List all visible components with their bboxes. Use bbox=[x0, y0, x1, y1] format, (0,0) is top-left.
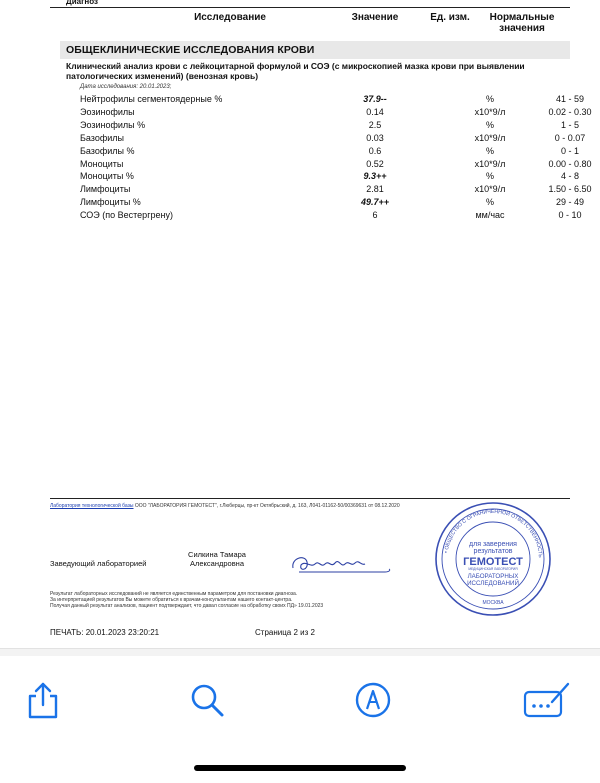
result-normal: 0.02 - 0.30 bbox=[548, 106, 592, 117]
result-unit: % bbox=[485, 119, 494, 130]
stamp-brand-sub: МЕДИЦИНСКАЯ ЛАБОРАТОРИЯ bbox=[468, 567, 518, 571]
result-unit: % bbox=[485, 145, 494, 156]
disclaimer-line-1: Результат лабораторных исследований не является единственным параметром для постановки диагноза. bbox=[50, 591, 298, 597]
result-value: 37.9-- bbox=[363, 94, 387, 104]
table-row bbox=[50, 145, 579, 158]
lab-info bbox=[50, 503, 450, 509]
result-value: 9.3++ bbox=[363, 171, 387, 182]
stamp-brand: ГЕМОТЕСТ bbox=[463, 556, 523, 568]
result-normal: 41 - 59 bbox=[555, 94, 585, 104]
header-normal: Нормальные значения bbox=[489, 12, 555, 34]
table-row bbox=[50, 197, 585, 209]
table-row bbox=[50, 94, 585, 106]
result-normal: 0 - 10 bbox=[558, 210, 582, 221]
diagnosis-label: Диагноз bbox=[66, 0, 98, 6]
result-unit: мм/час bbox=[475, 210, 505, 221]
result-normal: 0 - 1 bbox=[560, 145, 579, 156]
result-normal: 0 - 0.07 bbox=[554, 132, 586, 143]
stamp-text-2: результатов bbox=[473, 548, 513, 555]
disclaimer-line-2: За интерпретацией результатов Вы можете обратиться к врачам-консультантам нашего контакт-центра. bbox=[50, 597, 293, 603]
result-value: 0.52 bbox=[366, 158, 384, 169]
result-normal: 29 - 49 bbox=[555, 197, 585, 208]
result-value: 49.7++ bbox=[360, 197, 390, 208]
result-unit: x10*9/л bbox=[474, 132, 506, 143]
svg-text:• ОБЩЕСТВО С ОГРАНИЧЕННОЙ ОТВЕ: • ОБЩЕСТВО С ОГРАНИЧЕННОЙ ОТВЕТСТВЕННОСТЬ bbox=[443, 509, 544, 558]
share-button[interactable] bbox=[21, 678, 65, 722]
result-value: 0.6 bbox=[368, 145, 382, 156]
lab-stamp bbox=[433, 500, 553, 618]
table-row bbox=[50, 106, 592, 119]
signature-button[interactable] bbox=[522, 678, 566, 722]
search-button[interactable] bbox=[185, 678, 229, 722]
result-normal: 0.00 - 0.80 bbox=[548, 158, 592, 169]
result-name: Эозинофилы bbox=[80, 106, 135, 117]
footer-divider bbox=[50, 498, 570, 499]
lab-info-text: ООО "ЛАБОРАТОРИЯ ГЕМОТЕСТ", г.Люберцы, пр-кт Октябрьский, д. 163, Л041-01162-50/00369631 от 08.12.2020 bbox=[133, 503, 400, 509]
page-number: Страница 2 из 2 bbox=[255, 628, 315, 637]
table-row bbox=[50, 132, 586, 145]
result-normal: 4 - 8 bbox=[560, 171, 579, 182]
share-icon bbox=[21, 678, 65, 722]
header-value: Значение bbox=[351, 12, 399, 23]
header-unit: Ед. изм. bbox=[430, 12, 470, 23]
table-row bbox=[50, 119, 579, 132]
result-normal: 1 - 5 bbox=[560, 119, 579, 130]
result-unit: x10*9/л bbox=[474, 184, 506, 195]
header-test: Исследование bbox=[194, 12, 266, 23]
result-unit: % bbox=[485, 171, 494, 182]
result-unit: % bbox=[485, 197, 494, 208]
study-date: Дата исследования: 20.01.2023; bbox=[80, 84, 172, 90]
diagnosis-row bbox=[50, 0, 570, 8]
result-name: Нейтрофилы сегментоядерные % bbox=[80, 94, 223, 104]
table-row bbox=[50, 184, 592, 196]
markup-pen-icon bbox=[351, 678, 395, 722]
disclaimer-line-3: Получая данный результат анализов, пациент подтверждает, что давал согласие на обработку своих ПД» 19.01.2023 bbox=[50, 603, 324, 609]
result-value: 0.03 bbox=[366, 132, 384, 143]
stamp-text-1: для заверения bbox=[469, 541, 517, 548]
print-timestamp: ПЕЧАТЬ: 20.01.2023 23:20:21 bbox=[50, 628, 160, 637]
table-row bbox=[50, 210, 582, 222]
result-name: Лимфоциты bbox=[80, 184, 131, 195]
head-of-lab-label: Заведующий лабораторией bbox=[50, 559, 147, 568]
result-normal: 1.50 - 6.50 bbox=[548, 184, 592, 195]
svg-text:МОСКВА: МОСКВА bbox=[482, 600, 504, 606]
result-name: Базофилы bbox=[80, 132, 124, 143]
lab-link[interactable]: Лаборатория технологической базы bbox=[50, 503, 134, 509]
home-indicator bbox=[194, 765, 406, 771]
signature-icon bbox=[522, 678, 574, 722]
bottom-toolbar bbox=[0, 656, 600, 783]
result-name: Эозинофилы % bbox=[80, 119, 146, 130]
disclaimer bbox=[50, 591, 450, 609]
result-name: Моноциты bbox=[80, 158, 124, 169]
result-value: 6 bbox=[372, 210, 378, 221]
test-subtitle: Клинический анализ крови с лейкоцитарной формулой и СОЭ (с микроскопией мазка крови при выявлении патологических изменений) (венозная кровь) bbox=[66, 61, 525, 81]
table-row bbox=[50, 158, 592, 171]
section-title: ОБЩЕКЛИНИЧЕСКИЕ ИССЛЕДОВАНИЯ КРОВИ bbox=[66, 44, 315, 56]
stamp-text-3: ЛАБОРАТОРНЫХ bbox=[467, 573, 519, 580]
markup-button[interactable] bbox=[351, 678, 395, 722]
result-value: 0.14 bbox=[366, 106, 384, 117]
result-name: Базофилы % bbox=[80, 145, 135, 156]
search-icon bbox=[185, 678, 229, 722]
result-value: 2.5 bbox=[368, 119, 382, 130]
result-name: Лимфоциты % bbox=[80, 197, 141, 208]
head-of-lab-name: Силкина Тамара Александровна bbox=[188, 550, 246, 568]
table-row bbox=[50, 171, 579, 183]
signature-image bbox=[285, 548, 405, 578]
result-unit: % bbox=[485, 94, 494, 104]
result-unit: x10*9/л bbox=[474, 106, 506, 117]
result-unit: x10*9/л bbox=[474, 158, 506, 169]
result-name: Моноциты % bbox=[80, 171, 134, 182]
result-name: СОЭ (по Вестергрену) bbox=[80, 210, 173, 221]
stamp-text-4: ИССЛЕДОВАНИЙ bbox=[467, 580, 519, 587]
result-value: 2.81 bbox=[366, 184, 384, 195]
